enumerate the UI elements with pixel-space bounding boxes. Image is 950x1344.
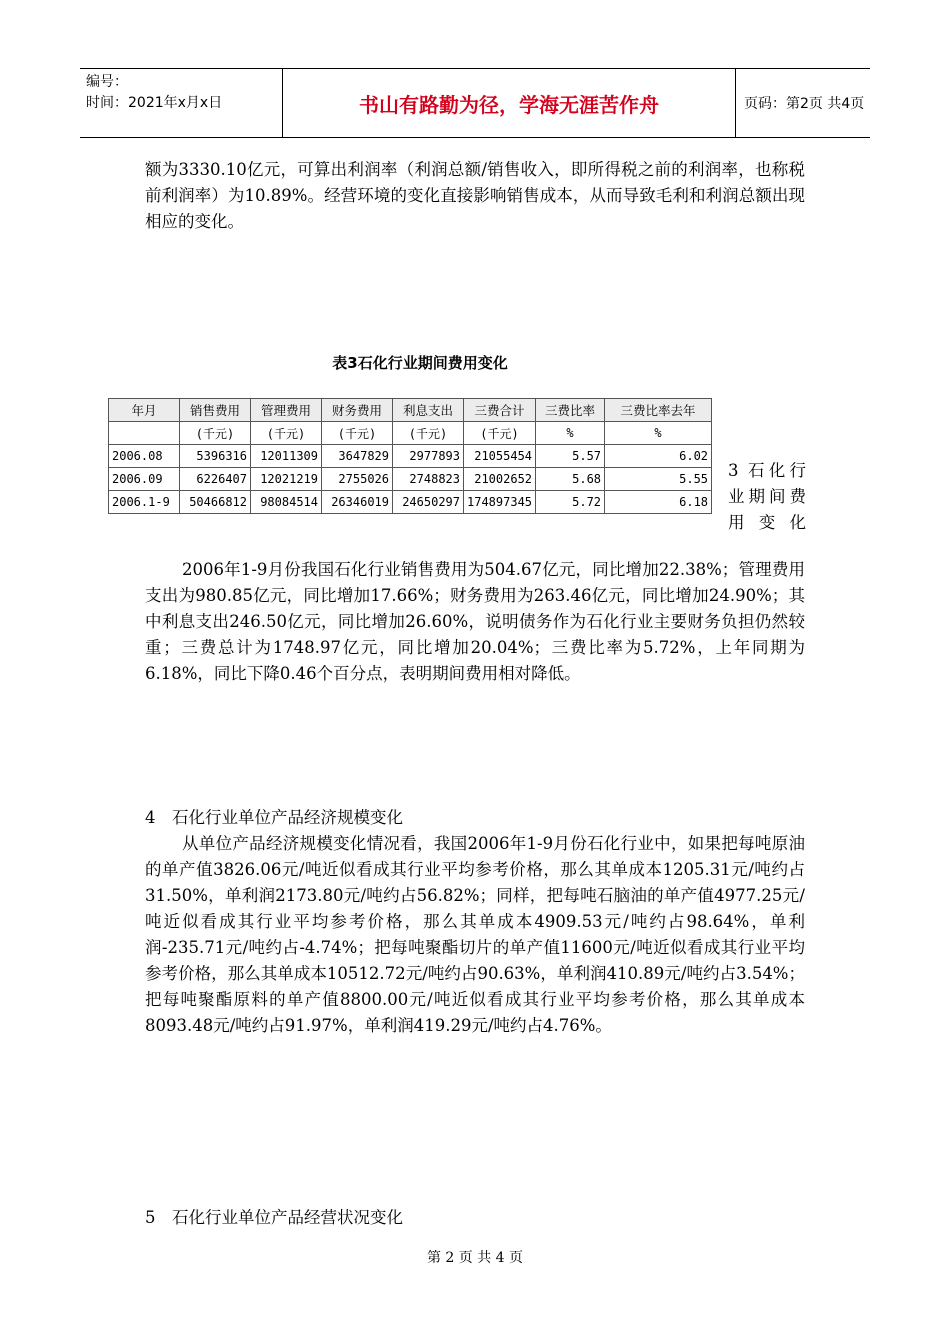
table-row (109, 445, 712, 468)
table-cell: 174897345 (464, 491, 536, 514)
table-cell: 6.02 (605, 445, 712, 468)
table-cell: 24650297 (393, 491, 464, 514)
table-cell: 12021219 (251, 468, 322, 491)
table-cell: 2006.08 (109, 445, 180, 468)
col-header: 三费比率 (536, 399, 605, 422)
table-side-caption: 3 石化行业期间费用变化 (728, 461, 806, 532)
header-meta (80, 69, 283, 137)
col-header: 财务费用 (322, 399, 393, 422)
header-page-label: 页码：第2页 共4页 (744, 96, 865, 112)
table-cell: 5396316 (180, 445, 251, 468)
col-header: 利息支出 (393, 399, 464, 422)
col-header: 管理费用 (251, 399, 322, 422)
table-cell: 26346019 (322, 491, 393, 514)
col-header: 年月 (109, 399, 180, 422)
header-motto: 书山有路勤为径，学海无涯苦作舟 (283, 69, 736, 137)
table-cell: 2748823 (393, 468, 464, 491)
table-cell: 3647829 (322, 445, 393, 468)
table-cell: 2006.09 (109, 468, 180, 491)
unit-cell: (千元) (251, 422, 322, 445)
section5-heading: 5 石化行业单位产品经营状况变化 (145, 1208, 403, 1227)
unit-cell: (千元) (393, 422, 464, 445)
code-label: 编号： (86, 74, 128, 90)
date-label: 时间：2021年x月x日 (86, 95, 223, 111)
table-cell: 6.18 (605, 491, 712, 514)
section4-body: 从单位产品经济规模变化情况看，我国2006年1-9月份石化行业中，如果把每吨原油的单产值3826.06元/吨近似看成其行业平均参考价格，那么其单成本1205.31元/吨约占31.50%，单利润2173.80元/吨约占56.82%；同样，把每吨石脑油的单产值4977.25元/吨近似看成其行业平均参考价格，那么其单成本4909.53元/吨约占98.64%，单利润-235.71元/吨约占-4.74%；把每吨聚酯切片的单产值11600元/吨近似看成其行业平均参考价格，那么其单成本10512.72元/吨约占90.63%，单利润410.89元/吨约占3.54%；把每吨聚酯原料的单产值8800.00元/吨近似看成其行业平均参考价格，那么其单成本8093.48元/吨约占91.97%，单利润419.29元/吨约占4.76%。 (145, 834, 805, 1035)
unit-cell (109, 422, 180, 445)
table-cell: 5.55 (605, 468, 712, 491)
table-row (109, 491, 712, 514)
table-unit-row (109, 422, 712, 445)
section4-heading: 4 石化行业单位产品经济规模变化 (145, 808, 403, 827)
table-cell: 98084514 (251, 491, 322, 514)
table-cell: 5.68 (536, 468, 605, 491)
table-cell: 2755026 (322, 468, 393, 491)
unit-cell: % (605, 422, 712, 445)
table-header-row (109, 399, 712, 422)
unit-cell: (千元) (464, 422, 536, 445)
col-header: 三费比率去年 (605, 399, 712, 422)
unit-cell: (千元) (322, 422, 393, 445)
intro-paragraph: 额为3330.10亿元，可算出利润率（利润总额/销售收入，即所得税之前的利润率，也称税前利润率）为10.89%。经营环境的变化直接影响销售成本，从而导致毛利和利润总额出现相应的变化。 (145, 160, 805, 231)
table-title: 表3石化行业期间费用变化 (332, 354, 508, 372)
page-footer: 第 2 页 共 4 页 (426, 1250, 524, 1266)
unit-cell: % (536, 422, 605, 445)
table-cell: 12011309 (251, 445, 322, 468)
col-header: 三费合计 (464, 399, 536, 422)
table-row (109, 468, 712, 491)
table-cell: 6226407 (180, 468, 251, 491)
unit-cell: (千元) (180, 422, 251, 445)
table-cell: 5.57 (536, 445, 605, 468)
table-cell: 50466812 (180, 491, 251, 514)
table-cell: 2977893 (393, 445, 464, 468)
col-header: 销售费用 (180, 399, 251, 422)
table-cell: 5.72 (536, 491, 605, 514)
table-cell: 21055454 (464, 445, 536, 468)
expenses-paragraph: 2006年1-9月份我国石化行业销售费用为504.67亿元，同比增加22.38%；管理费用支出为980.85亿元，同比增加17.66%；财务费用为263.46亿元，同比增加24.90%；其中利息支出246.50亿元，同比增加26.60%，说明债务作为石化行业主要财务负担仍然较重；三费总计为1748.97亿元，同比增加20.04%；三费比率为5.72%，上年同期为6.18%，同比下降0.46个百分点，表明期间费用相对降低。 (145, 560, 805, 683)
page-header (80, 68, 870, 138)
table-cell: 2006.1-9 (109, 491, 180, 514)
expense-table (108, 398, 712, 514)
table-cell: 21002652 (464, 468, 536, 491)
